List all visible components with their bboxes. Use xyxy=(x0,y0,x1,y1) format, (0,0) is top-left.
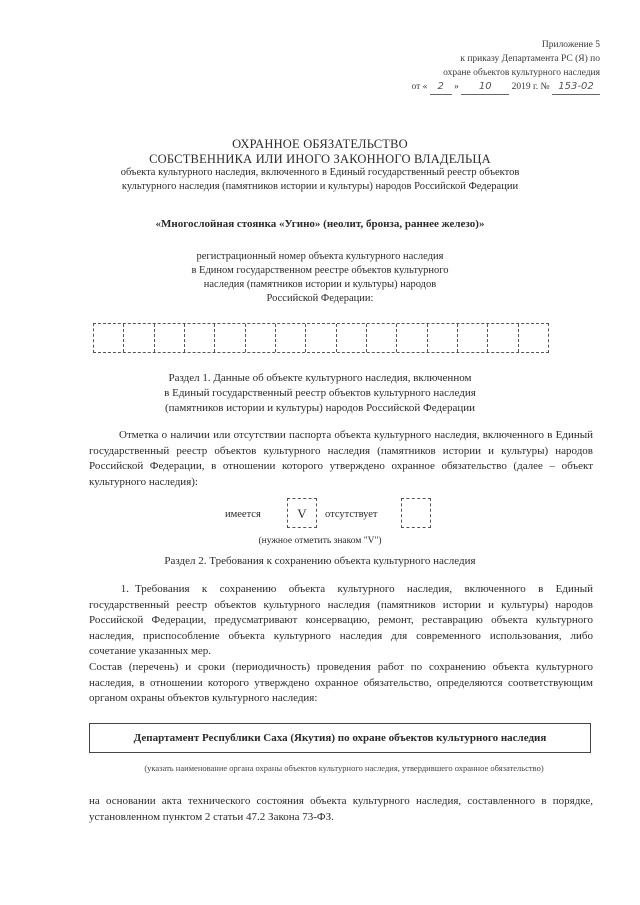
grid-cell xyxy=(124,324,154,352)
grid-cell xyxy=(276,324,306,352)
department-field: Департамент Республики Саха (Якутия) по охране объектов культурного наследия xyxy=(89,723,591,753)
grid-cell xyxy=(519,324,548,352)
title-line-3: объекта культурного наследия, включенного в Единый государственный реестр объектов xyxy=(120,167,520,178)
absent-label: отсутствует xyxy=(325,509,378,520)
works-list-paragraph: Состав (перечень) и сроки (периодичность) проведения работ по сохранению объекта культурного наследия, в отношении которого утверждено охранное обязательство, определяются соответствующим органом охраны объектов культурного наследия: xyxy=(89,661,593,704)
passport-note: Отметка о наличии или отсутствии паспорта объекта культурного наследия, включенного в Единый государственный реестр объектов культурного наследия (памятников истории и культуры) народов Российской Федерации, в отношении которого утверждено охранное обязательство (далее – объект культурного наследия): xyxy=(89,429,593,488)
grid-cell xyxy=(367,324,397,352)
passport-marks xyxy=(225,498,445,532)
registration-line-2: в Едином государственном реестре объектов культурного xyxy=(191,265,449,276)
grid-cell xyxy=(306,324,336,352)
appendix-date-line xyxy=(370,80,600,95)
object-name: «Многослойная стоянка «Угино» (неолит, бронза, раннее железо)» xyxy=(155,218,485,230)
grid-cell xyxy=(458,324,488,352)
date-prefix: от « xyxy=(411,82,428,92)
registration-line-3: наследия (памятников истории и культуры) народов xyxy=(203,279,437,290)
present-label: имеется xyxy=(225,509,261,520)
requirement-text: Требования к сохранению объекта культурного наследия, включенного в Единый государственный реестр объектов культурного наследия (памятников истории и культуры) народов Российской Федерации, предусматривают консервацию, ремонт, реставрацию объекта культурного наследия, приспособление объекта культурного наследия для современного использования, либо сочетание указанных мер. xyxy=(89,583,593,657)
marks-hint: (нужное отметить знаком "V") xyxy=(258,536,382,546)
present-checkbox[interactable]: V xyxy=(287,498,317,528)
basis-paragraph: на основании акта технического состояния объекта культурного наследия, составленного в порядке, установленном пунктом 2 статьи 47.2 Закона 73-ФЗ. xyxy=(89,795,593,823)
section-1-title xyxy=(60,371,580,416)
date-year: 2019 г. № xyxy=(511,82,550,92)
appendix-header xyxy=(370,38,600,95)
date-month: 10 xyxy=(461,80,509,95)
title-line-4: культурного наследия (памятников истории и культуры) народов Российской Федерации xyxy=(121,180,519,192)
registration-line-1: регистрационный номер объекта культурного наследия xyxy=(196,251,444,262)
grid-cell xyxy=(337,324,367,352)
title-line-2: СОБСТВЕННИКА ИЛИ ИНОГО ЗАКОННОГО ВЛАДЕЛЬЦА xyxy=(149,151,491,166)
section-1-line-2: в Единый государственный реестр объектов культурного наследия xyxy=(164,387,476,399)
grid-cell xyxy=(94,324,124,352)
requirement-paragraph xyxy=(89,582,593,660)
appendix-line-1: Приложение 5 xyxy=(541,40,600,50)
appendix-line-3: охране объектов культурного наследия xyxy=(443,68,600,78)
grid-cell xyxy=(488,324,518,352)
date-day: 2 xyxy=(430,80,452,95)
date-mid: » xyxy=(454,82,459,92)
requirement-number: 1. xyxy=(120,583,129,595)
section-1-line-1: Раздел 1. Данные об объекте культурного наследия, включенном xyxy=(168,372,472,384)
absent-checkbox[interactable] xyxy=(401,498,431,528)
grid-cell xyxy=(246,324,276,352)
registration-number-grid xyxy=(93,323,549,353)
registration-label xyxy=(60,250,580,306)
department-hint: (указать наименование органа охраны объектов культурного наследия, утвердившего охранное обязательство) xyxy=(144,763,544,773)
registration-line-4: Российской Федерации: xyxy=(266,293,374,304)
grid-cell xyxy=(215,324,245,352)
grid-cell xyxy=(185,324,215,352)
grid-cell xyxy=(428,324,458,352)
grid-cell xyxy=(397,324,427,352)
section-2-title: Раздел 2. Требования к сохранению объекта культурного наследия xyxy=(164,555,476,567)
section-1-line-3: (памятников истории и культуры) народов Российской Федерации xyxy=(164,402,475,414)
document-title xyxy=(60,137,580,193)
grid-cell xyxy=(155,324,185,352)
date-number: 153-02 xyxy=(552,80,600,95)
appendix-line-2: к приказу Департамента РС (Я) по xyxy=(460,54,600,64)
title-line-1: ОХРАННОЕ ОБЯЗАТЕЛЬСТВО xyxy=(232,137,408,151)
